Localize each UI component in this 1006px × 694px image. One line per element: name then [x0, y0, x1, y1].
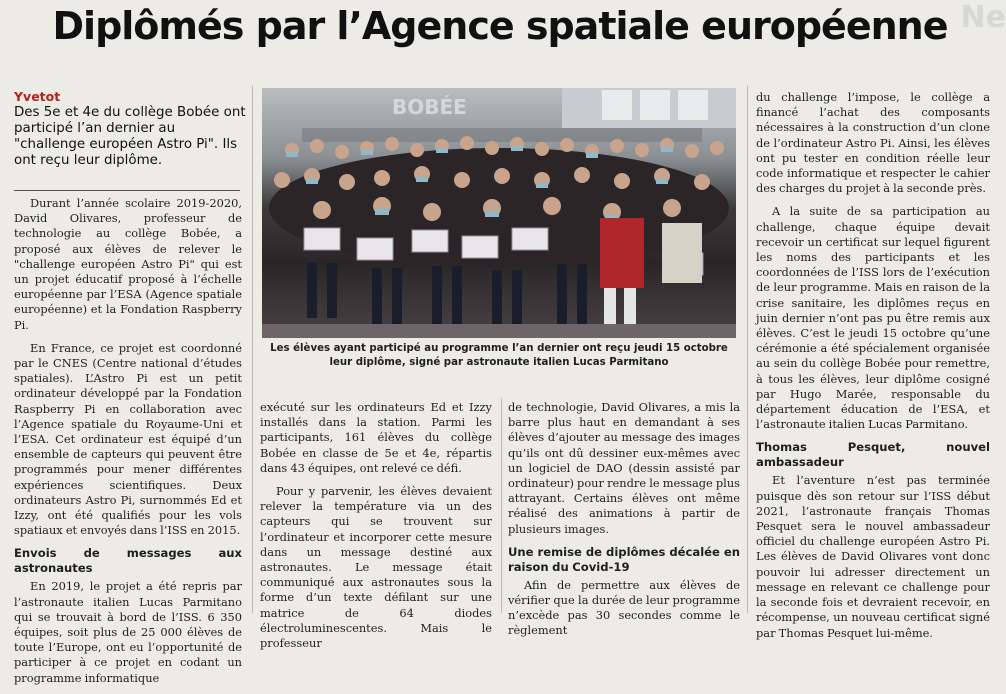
- article-column-1: [14, 196, 242, 694]
- column-divider: [501, 398, 502, 613]
- article-column-2: [260, 400, 492, 659]
- group-photo-illustration: [262, 88, 736, 338]
- paragraph: En 2019, le projet a été repris par l’astronaute italien Lucas Parmitano qui se trouvait à bord de l’ISS. 6 350 équipes, soit plus de 25 000 élèves de toute l’Europe, ont eu l’opportunité de participer à ce projet en codant un programme informatique: [14, 579, 242, 685]
- column-divider: [747, 86, 748, 613]
- paragraph: Afin de permettre aux élèves de vérifier que la durée de leur programme n’excède pas 30 secondes comme le règlement: [508, 577, 740, 638]
- paragraph: Pour y parvenir, les élèves devaient relever la température via un des capteurs qui se trouvent sur l’ordinateur et incorporer cette mesure dans un message destiné aux astronautes. Le message était communiqué aux astronautes sous la forme d’un texte défilant sur une matrice de 64 diodes électroluminescentes. Mais le professeur: [260, 484, 492, 651]
- adjacent-article-title-fragment: Ne: [960, 0, 1006, 35]
- article-title: Diplômés par l’Agence spatiale européenne: [52, 4, 948, 48]
- article-column-4: [756, 90, 990, 649]
- paragraph: Durant l’année scolaire 2019-2020, David Olivares, professeur de technologie au collège Bobée, a proposé aux élèves de relever le "challenge européen Astro Pi" qui est un projet éducatif proposé à l’échelle européenne par l’ESA (Agence spatiale européenne) et la Fondation Raspberry Pi.: [14, 196, 242, 332]
- lead-rule: [14, 190, 240, 191]
- subheading: Thomas Pesquet, nouvel ambassadeur: [756, 440, 990, 470]
- paragraph: En France, ce projet est coordonné par le CNES (Centre national d’études spatiales). L’Astro Pi est un petit ordinateur développé par la Fondation Raspberry Pi en collaboration avec l’Agence spatiale du Royaume-Uni et l’ESA. Cet ordinateur est équipé d’un ensemble de capteurs qui peuvent être programmés pour mener différentes expériences scientifiques. Deux ordinateurs Astro Pi, surnommés Ed et Izzy, ont été qualifiés pour les vols spatiaux et envoyés dans l’ISS en 2015.: [14, 340, 242, 538]
- group-photo: [262, 88, 736, 338]
- subheading: Une remise de diplômes décalée en raison du Covid-19: [508, 544, 740, 574]
- paragraph: du challenge l’impose, le collège a financé l’achat des composants nécessaires à la construction d’un clone de l’ordinateur Astro Pi. Ainsi, les élèves ont pu tester en condition réelle leur code informatique et respecter le cahier des charges du projet à la seconde près.: [756, 90, 990, 196]
- subheading: Envois de messages aux astronautes: [14, 546, 242, 576]
- article-lead: Des 5e et 4e du collège Bobée ont participé l’an dernier au "challenge européen Astro Pi". Ils ont reçu leur diplôme.: [14, 105, 246, 168]
- paragraph: exécuté sur les ordinateurs Ed et Izzy installés dans la station. Parmi les participants, 161 élèves du collège Bobée en classe de 5e et 4e, répartis dans 43 équipes, ont relevé ce défi.: [260, 400, 492, 475]
- paragraph: de technologie, David Olivares, a mis la barre plus haut en demandant à ses élèves d’ajouter au message des images qu’ils ont dû dessiner eux-mêmes avec un logiciel de DAO (dessin assisté par ordinateur) pour rendre le message plus attrayant. Certains élèves ont même réalisé des animations à partir de plusieurs images.: [508, 400, 740, 536]
- paragraph: A la suite de sa participation au challenge, chaque équipe devait recevoir un certificat sur lequel figurent les noms des participants et les coordonnées de l’ISS lors de l’exécution de leur programme. Mais en raison de la crise sanitaire, les diplômes reçus en juin dernier n’ont pas pu être remis aux élèves. C’est le jeudi 15 octobre qu’une cérémonie a été spécialement organisée au sein du collège Bobée pour remettre, à tous les élèves, leur diplôme cosigné par Hugo Marée, responsable du département éducation de l’ESA, et l’astronaute italien Lucas Parmitano.: [756, 204, 990, 432]
- photo-caption: Les élèves ayant participé au programme l’an dernier ont reçu jeudi 15 octobre leur diplôme, signé par astronaute italien Lucas Parmitano: [270, 343, 728, 368]
- paragraph: Et l’aventure n’est pas terminée puisque dès son retour sur l’ISS début 2021, l’astronaute français Thomas Pesquet sera le nouvel ambassadeur officiel du challenge européen Astro Pi. Les élèves de David Olivares vont donc pouvoir lui adresser directement un message en relevant ce challenge pour la seconde fois et devraient recevoir, en récompense, un nouveau certificat signé par Thomas Pesquet lui-même.: [756, 473, 990, 640]
- column-divider: [252, 86, 253, 613]
- location-kicker: Yvetot: [14, 89, 61, 104]
- article-column-3: [508, 400, 740, 647]
- wall-sign: BOBÉE: [392, 95, 467, 119]
